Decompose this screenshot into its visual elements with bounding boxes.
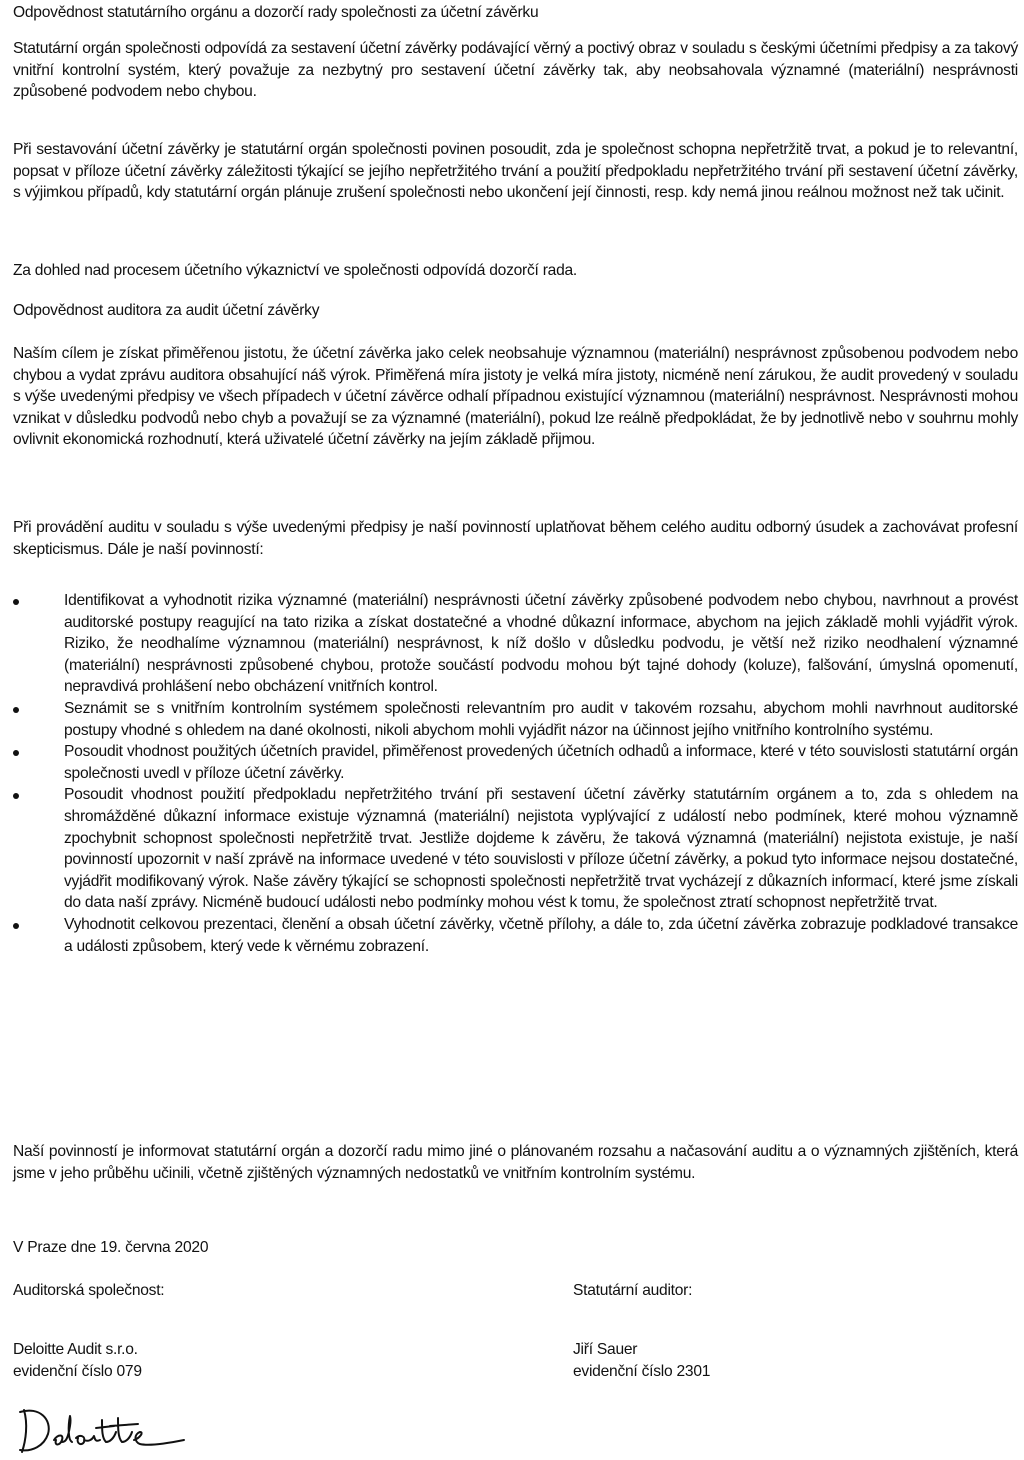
- bullet-icon: [13, 923, 19, 929]
- paragraph-audit-objective: Naším cílem je získat přiměřenou jistotu, že účetní závěrka jako celek neobsahuje významnou (materiální) nesprávnost způsobenou podvodem nebo chybou a vydat zprávu auditora obsahující náš výrok. Přiměřená míra jistoty je velká míra jistoty, nicméně není zárukou, že audit provedený v souladu s výše uvedenými předpisy ve všech případech v účetní závěrce odhalí případnou existující významnou (materiální) nesprávnost. Nesprávnosti mohou vznikat v důsledku podvodů nebo chyb a považují se za významné (materiální), pokud lze reálně předpokládat, že by jednotlivě nebo v souhrnu mohly ovlivnit ekonomická rozhodnutí, která uživatelé účetní závěrky na jejím základě přijmou.: [13, 345, 1018, 449]
- paragraph-going-concern: Při sestavování účetní závěrky je statutární orgán společnosti povinen posoudit, zda je společnost schopna nepřetržitě trvat, a pokud je to relevantní, popsat v příloze účetní závěrky záležitosti týkající se jejího nepřetržitého trvání a použití předpokladu nepřetržitého trvání při sestavení účetní závěrky, s výjimkou případů, kdy statutární orgán plánuje zrušení společnosti nebo ukončení její činnosti, resp. kdy nemá jinou reálnou možnost než tak učinit.: [13, 141, 1018, 202]
- bullet-icon: [13, 599, 19, 605]
- signature-name: Jiří Sauer: [573, 1341, 638, 1358]
- paragraph-statutory-body: Statutární orgán společnosti odpovídá za sestavení účetní závěrky podávající věrný a poctivý obraz v souladu s českými účetními předpisy a za takový vnitřní kontrolní systém, který považuje za nezbytný pro sestavení účetní závěrky tak, aby neobsahovala významné (materiální) nesprávnosti způsobené podvodem nebo chybou.: [13, 40, 1018, 101]
- signature-name: Deloitte Audit s.r.o.: [13, 1341, 138, 1358]
- signature-title: Statutární auditor:: [573, 1282, 693, 1299]
- list-item: Seznámit se s vnitřním kontrolním systémem společnosti relevantním pro audit v takovém rozsahu, abychom mohli navrhnout auditorské postupy vhodné s ohledem na dané okolnosti, nikoli abychom mohli vyjádřit názor na účinnost jejího vnitřního kontrolního systému.: [13, 698, 1018, 741]
- paragraph-professional-judgment: Při provádění auditu v souladu s výše uvedenými předpisy je naší povinností uplatňovat během celého auditu odborný úsudek a zachovávat profesní skepticismus. Dále je naší povinností:: [13, 519, 1018, 558]
- list-item: Posoudit vhodnost použitých účetních pravidel, přiměřenost provedených účetních odhadů a informace, které v této souvislosti statutární orgán společnosti uvedl v příloze účetní závěrky.: [13, 741, 1018, 784]
- paragraph-supervisory-board: Za dohled nad procesem účetního výkaznictví ve společnosti odpovídá dozorčí rada.: [13, 262, 577, 279]
- signature-title: Auditorská společnost:: [13, 1282, 165, 1299]
- paragraph-communication-duty: Naší povinností je informovat statutární orgán a dozorčí radu mimo jiné o plánovaném rozsahu a načasování auditu a o významných zjištěních, která jsme v jeho průběhu učinili, včetně zjištěných významných nedostatků ve vnitřním kontrolním systému.: [13, 1143, 1018, 1182]
- signature-registration: evidenční číslo 079: [13, 1363, 142, 1380]
- responsibility-list: [13, 590, 1018, 957]
- bullet-icon: [13, 793, 19, 799]
- section-heading-management-responsibility: Odpovědnost statutárního orgánu a dozorčí rady společnosti za účetní závěrku: [13, 4, 539, 21]
- bullet-icon: [13, 750, 19, 756]
- handwritten-signature: [14, 1402, 204, 1458]
- bullet-icon: [13, 707, 19, 713]
- list-item: Vyhodnotit celkovou prezentaci, členění a obsah účetní závěrky, včetně přílohy, a dále to, zda účetní závěrka zobrazuje podkladové transakce a události způsobem, který vede k věrnému zobrazení.: [13, 914, 1018, 957]
- signature-registration: evidenční číslo 2301: [573, 1363, 711, 1380]
- signature-block-statutory-auditor: [573, 1280, 710, 1383]
- section-heading-auditor-responsibility: Odpovědnost auditora za audit účetní závěrky: [13, 302, 320, 319]
- list-item: Identifikovat a vyhodnotit rizika významné (materiální) nesprávnosti účetní závěrky způsobené podvodem nebo chybou, navrhnout a provést auditorské postupy reagující na tato rizika a získat dostatečné a vhodné důkazní informace, abychom na jejich základě mohli vyjádřit výrok. Riziko, že neodhalíme významnou (materiální) nesprávnost, k níž došlo v důsledku podvodu, je větší než riziko neodhalení významné (materiální) nesprávnosti způsobené chybou, protože součástí podvodu mohou být tajné dohody (koluze), falšování, úmyslná opomenutí, nepravdivá prohlášení nebo obcházení vnitřních kontrol.: [13, 590, 1018, 698]
- list-item: Posoudit vhodnost použití předpokladu nepřetržitého trvání při sestavení účetní závěrky statutárním orgánem a to, zda s ohledem na shromážděné důkazní informace existuje významná (materiální) nejistota vyplývající z událostí nebo podmínek, které mohou významně zpochybnit schopnost společnosti nepřetržitě trvat. Jestliže dojdeme k závěru, že taková významná (materiální) nejistota existuje, je naší povinností upozornit v naší zprávě na informace uvedené v této souvislosti v příloze účetní závěrky, a pokud tyto informace nejsou dostatečné, vyjádřit modifikovaný výrok. Naše závěry týkající se schopnosti společnosti nepřetržitě trvat vycházejí z důkazních informací, které jsme získali do data naší zprávy. Nicméně budoucí události nebo podmínky mohou vést k tomu, že společnost ztratí schopnost nepřetržitě trvat.: [13, 784, 1018, 914]
- date-line: V Praze dne 19. června 2020: [13, 1239, 209, 1256]
- signature-block-audit-firm: [13, 1280, 164, 1383]
